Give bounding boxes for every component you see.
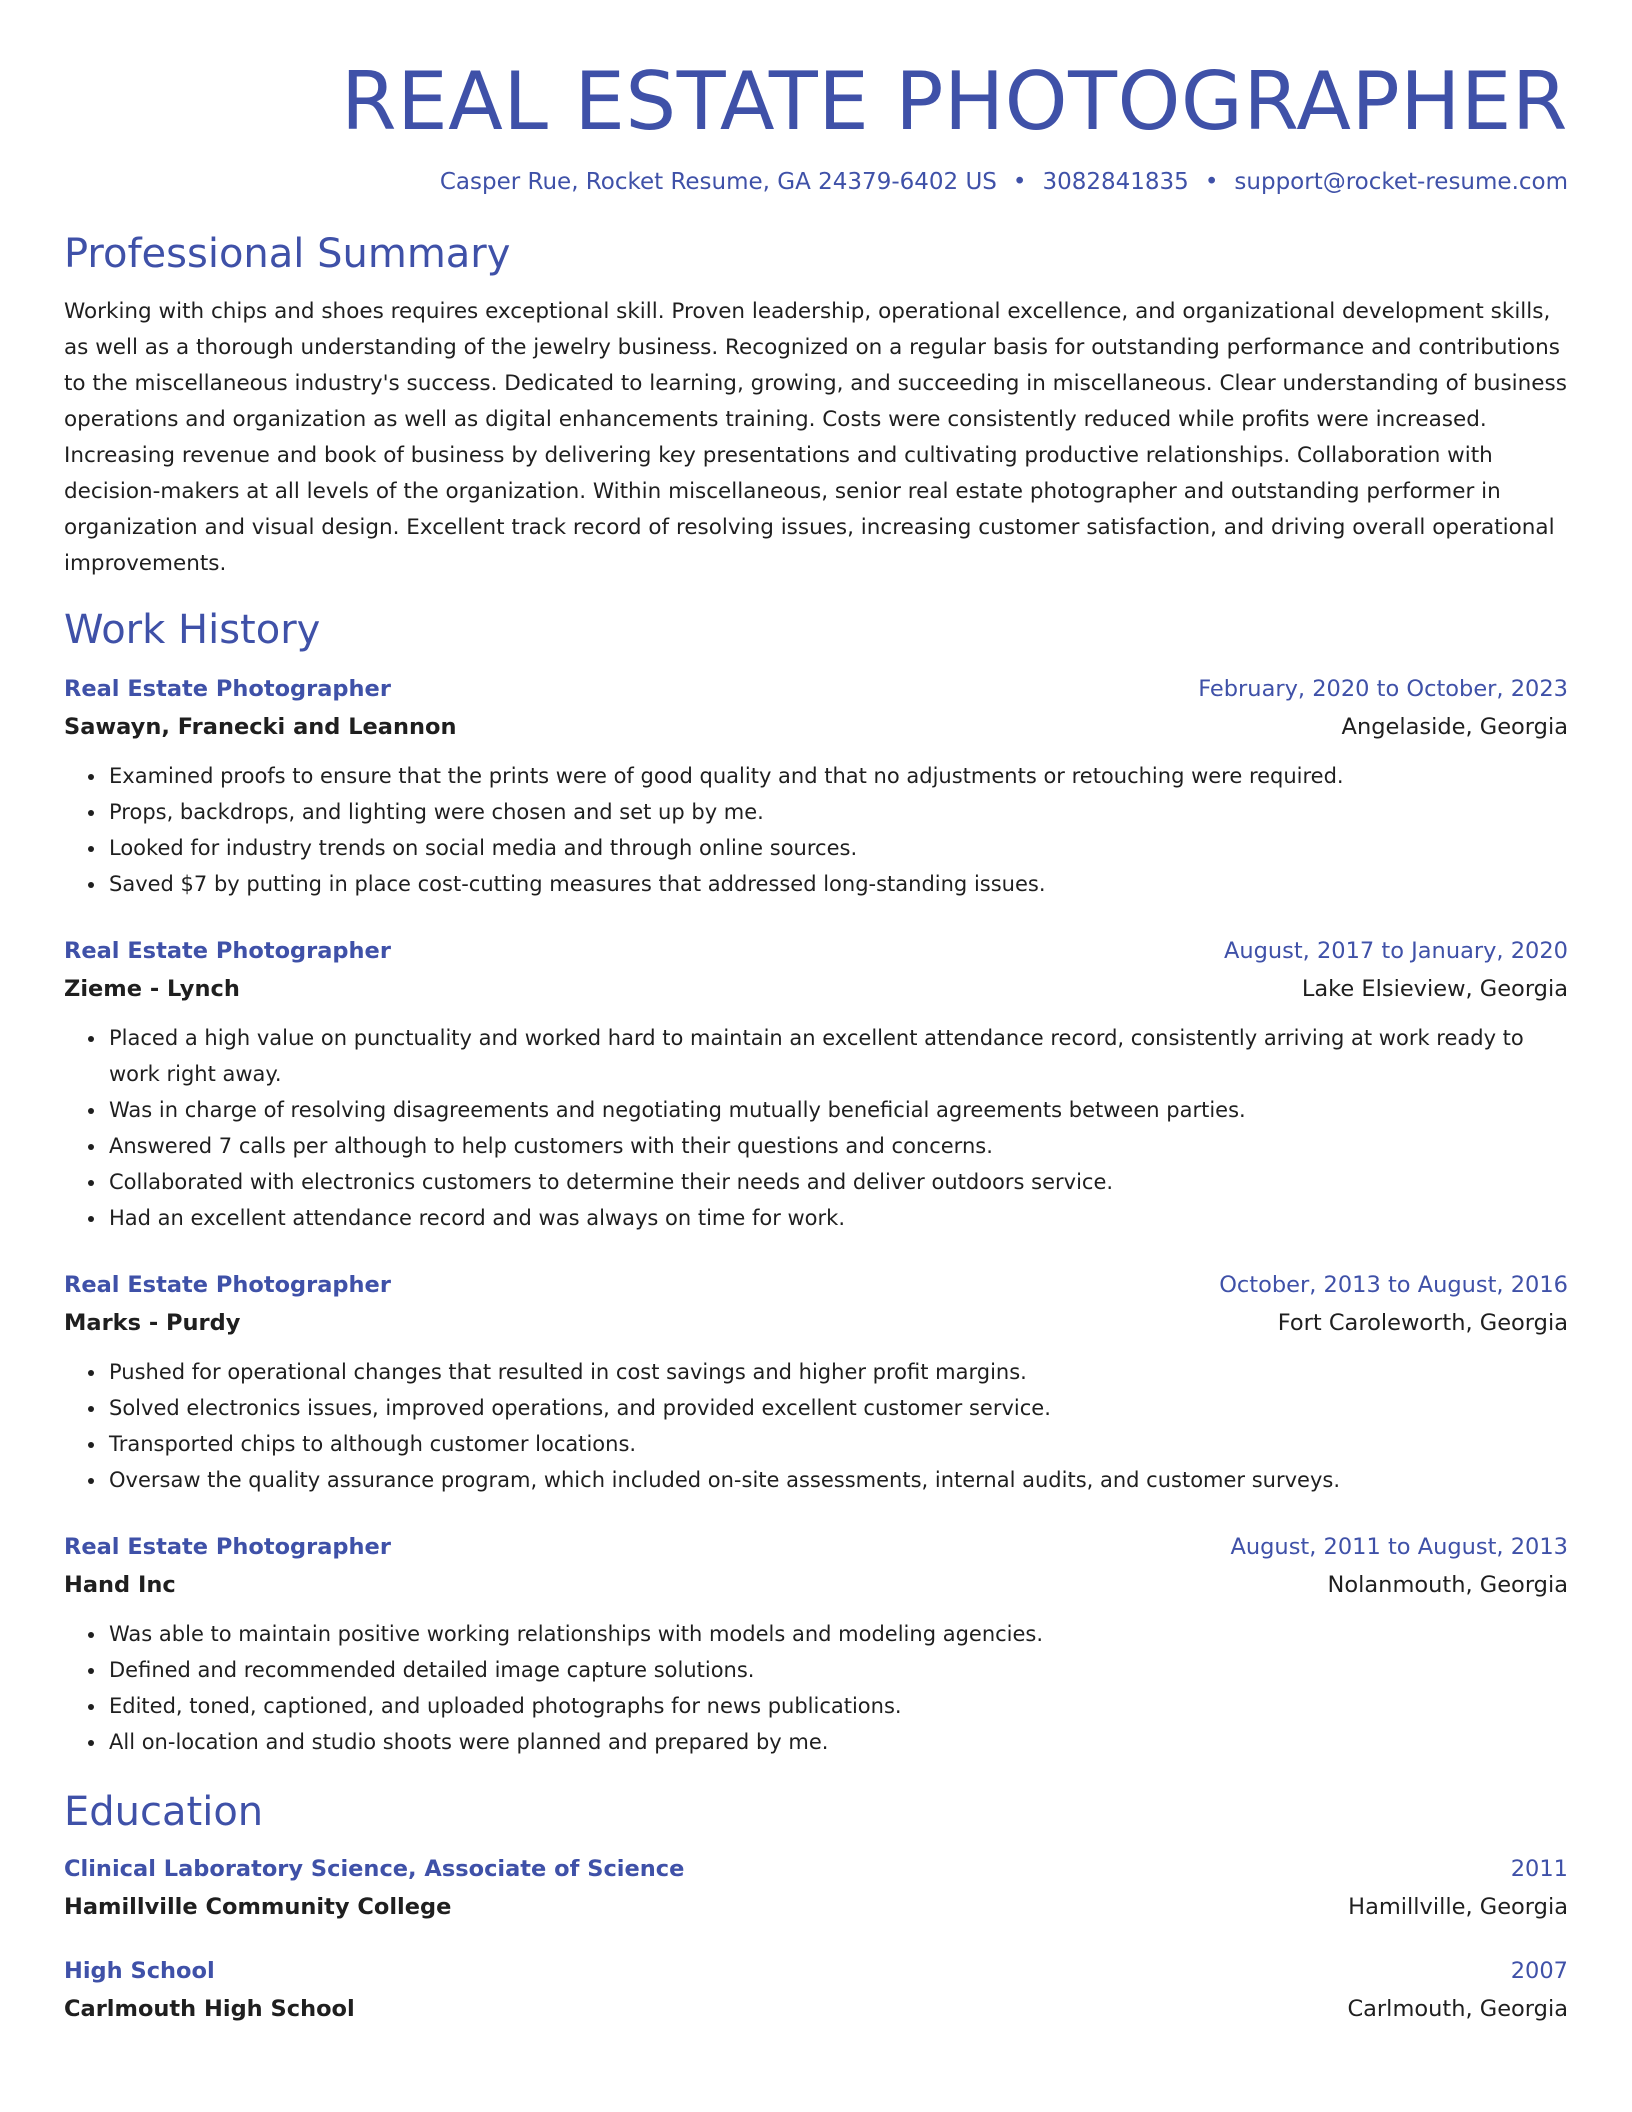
- job-bullet: • Answered 7 calls per although to help customers with their questions and concerns.: [107, 1128, 1568, 1164]
- job-dates: February, 2020 to October, 2023: [1198, 676, 1568, 702]
- job-bullets: [64, 758, 1568, 902]
- job-company: Zieme - Lynch: [64, 976, 240, 1002]
- education-degree: High School: [64, 1958, 215, 1984]
- summary-paragraph: Working with chips and shoes requires exceptional skill. Proven leadership, operational excellence, and organizational development skills, as well as a thorough understanding of the jewelry business. Recognized on a regular basis for outstanding performance and contributions to the miscellaneous industry's success. Dedicated to learning, growing, and succeeding in miscellaneous. Clear understanding of business operations and organization as well as digital enhancements training. Costs were consistently reduced while profits were increased. Increasing revenue and book of business by delivering key presentations and cultivating productive relationships. Collaboration with decision-makers at all levels of the organization. Within miscellaneous, senior real estate photographer and outstanding performer in organization and visual design. Excellent track record of resolving issues, increasing customer satisfaction, and driving overall operational improvements.: [64, 299, 1567, 576]
- job-bullet: • Had an excellent attendance record and was always on time for work.: [107, 1200, 1568, 1236]
- education-entry: [64, 1952, 1568, 2028]
- contact-separator: •: [1012, 169, 1027, 195]
- job-bullet: • Oversaw the quality assurance program, which included on-site assessments, internal audits, and customer surveys.: [107, 1462, 1568, 1498]
- job-bullet: • Was able to maintain positive working relationships with models and modeling agencies.: [107, 1616, 1568, 1652]
- contact-line: [64, 166, 1568, 198]
- job-entry: [64, 670, 1568, 902]
- education-location: Carlmouth, Georgia: [1347, 1996, 1568, 2022]
- education-section: [64, 1786, 1568, 2028]
- job-bullet: • Solved electronics issues, improved operations, and provided excellent customer service.: [107, 1390, 1568, 1426]
- education-school: Carlmouth High School: [64, 1996, 355, 2022]
- contact-address: Casper Rue, Rocket Resume, GA 24379-6402 US: [439, 169, 997, 195]
- job-title: Real Estate Photographer: [64, 938, 391, 964]
- education-year: 2007: [1510, 1958, 1568, 1984]
- professional-summary-section: [64, 228, 1568, 582]
- education-school: Hamillville Community College: [64, 1894, 452, 1920]
- job-location: Nolanmouth, Georgia: [1327, 1572, 1568, 1598]
- job-bullet: • Examined proofs to ensure that the prints were of good quality and that no adjustments or retouching were required.: [107, 758, 1568, 794]
- job-bullets: [64, 1616, 1568, 1760]
- work-history-section: [64, 604, 1568, 1760]
- contact-email: support@rocket-resume.com: [1234, 169, 1568, 195]
- job-company: Hand Inc: [64, 1572, 176, 1598]
- job-bullet: • Was in charge of resolving disagreements and negotiating mutually beneficial agreements between parties.: [107, 1092, 1568, 1128]
- job-location: Angelaside, Georgia: [1341, 714, 1568, 740]
- job-title: Real Estate Photographer: [64, 1272, 391, 1298]
- candidate-name: REAL ESTATE PHOTOGRAPHER: [341, 55, 1568, 148]
- job-company: Sawayn, Franecki and Leannon: [64, 714, 457, 740]
- job-bullet: • Transported chips to although customer locations.: [107, 1426, 1568, 1462]
- job-bullet: • Edited, toned, captioned, and uploaded photographs for news publications.: [107, 1688, 1568, 1724]
- education-location: Hamillville, Georgia: [1348, 1894, 1568, 1920]
- job-title: Real Estate Photographer: [64, 1534, 391, 1560]
- job-entry: [64, 1528, 1568, 1760]
- job-bullet: • Pushed for operational changes that resulted in cost savings and higher profit margins.: [107, 1354, 1568, 1390]
- section-title-work: Work History: [64, 607, 321, 653]
- contact-phone: 3082841835: [1042, 169, 1189, 195]
- job-bullet: • All on-location and studio shoots were planned and prepared by me.: [107, 1724, 1568, 1760]
- section-title-education: Education: [64, 1789, 264, 1835]
- job-entry: [64, 932, 1568, 1236]
- job-company: Marks - Purdy: [64, 1310, 241, 1336]
- job-location: Fort Caroleworth, Georgia: [1277, 1310, 1568, 1336]
- education-entry: [64, 1850, 1568, 1926]
- job-title: Real Estate Photographer: [64, 676, 391, 702]
- job-bullet: • Looked for industry trends on social media and through online sources.: [107, 830, 1568, 866]
- resume-header: [64, 54, 1568, 198]
- job-location: Lake Elsieview, Georgia: [1301, 976, 1568, 1002]
- job-bullet: • Props, backdrops, and lighting were chosen and set up by me.: [107, 794, 1568, 830]
- job-dates: August, 2011 to August, 2013: [1230, 1534, 1568, 1560]
- job-dates: October, 2013 to August, 2016: [1219, 1272, 1568, 1298]
- job-bullet: • Placed a high value on punctuality and worked hard to maintain an excellent attendance record, consistently arriving at work ready to work right away.: [107, 1020, 1568, 1092]
- job-entry: [64, 1266, 1568, 1498]
- job-dates: August, 2017 to January, 2020: [1223, 938, 1568, 964]
- job-bullet: • Saved $7 by putting in place cost-cutting measures that addressed long-standing issues.: [107, 866, 1568, 902]
- section-title-summary: Professional Summary: [64, 231, 511, 277]
- job-bullet: • Collaborated with electronics customers to determine their needs and deliver outdoors service.: [107, 1164, 1568, 1200]
- job-bullets: [64, 1020, 1568, 1236]
- education-degree: Clinical Laboratory Science, Associate of Science: [64, 1856, 685, 1882]
- education-year: 2011: [1510, 1856, 1568, 1882]
- job-bullet: • Defined and recommended detailed image capture solutions.: [107, 1652, 1568, 1688]
- job-bullets: [64, 1354, 1568, 1498]
- contact-separator: •: [1204, 169, 1219, 195]
